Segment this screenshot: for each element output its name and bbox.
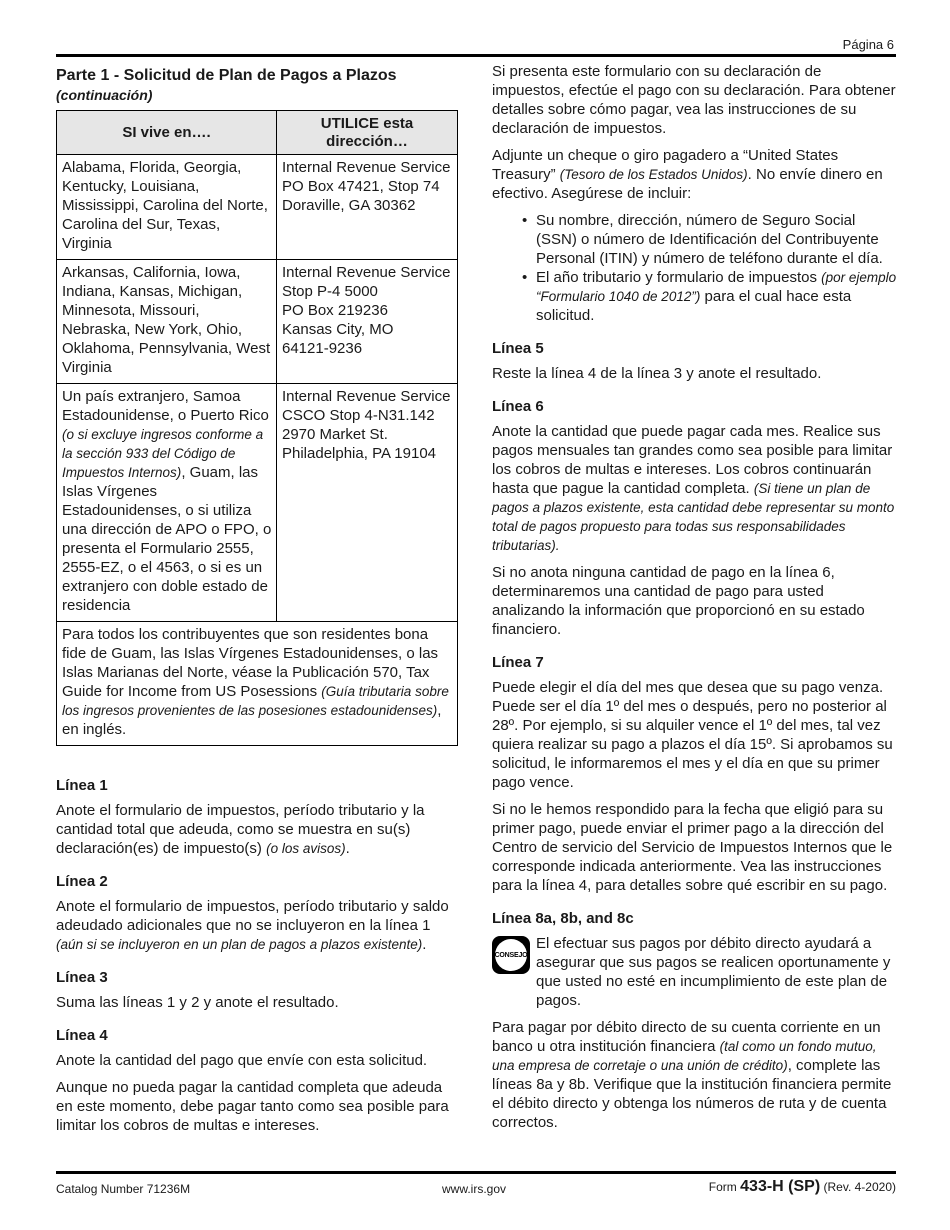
section-heading: Línea 7 (492, 654, 544, 671)
body-text: Anote el formulario de impuestos, período tributario y la cantidad total que adeuda, como se muestra en su(s) declaración(es) de impuesto(s) (56, 802, 425, 857)
section-heading: Línea 8a, 8b, and 8c (492, 910, 634, 927)
address-line: PO Box 47421, Stop 74 (282, 178, 440, 195)
body-text: , complete las líneas 8a y 8b. Verifique que la institución financiera permite el débito directo y obtenga los números de ruta y de cuenta correctos. (492, 1057, 892, 1131)
intro-paragraph (492, 146, 897, 203)
footer (56, 1180, 896, 1196)
section-text: Si no le hemos respondido para la fecha que eligió para su primer pago, puede enviar el primer pago a la dirección del Centro de servicio del Servicio de Impuestos Internos que le corresponde indicada anteriormente. Vea las instrucciones para la línea 4, para detalles sobre qué escribir en su pago. (492, 801, 893, 894)
section-linea-5 (492, 339, 897, 383)
right-column (492, 62, 897, 1146)
table-footnote-row (57, 622, 458, 746)
bottom-rule (56, 1171, 896, 1174)
section-linea-8 (492, 909, 897, 1132)
address-line: PO Box 219236 (282, 302, 388, 319)
body-text: . No envíe dinero en efectivo. Asegúrese de incluir: (492, 166, 883, 202)
states-cell (57, 384, 277, 622)
address-cell (277, 260, 458, 384)
table-header-address: UTILICE esta dirección… (277, 111, 458, 155)
section-linea-1 (56, 776, 458, 858)
catalog-number: Catalog Number 71236M (56, 1182, 191, 1196)
italic-note: (tal como un fondo mutuo, una empresa de corretaje o una unión de crédito) (492, 1039, 877, 1073)
punctuation: . (422, 936, 427, 953)
states-italic: (o si excluye ingresos conforme a la sección 933 del Código de Impuestos Internos) (62, 427, 264, 480)
italic-note: (aún si se incluyeron en un plan de pagos a plazos existente) (56, 937, 423, 952)
italic-note: (Si tiene un plan de pagos a plazos existente, esta cantidad debe representar su monto total de pagos propuesto para todas sus responsabilidades tributarias). (492, 481, 895, 553)
section-linea-3 (56, 968, 458, 1012)
section-text: Reste la línea 4 de la línea 3 y anote el resultado. (492, 365, 822, 382)
address-line: 2970 Market St. (282, 426, 388, 443)
section-linea-6 (492, 397, 897, 639)
body-text: Adjunte un cheque o giro pagadero a “United States Treasury” (492, 147, 839, 183)
section-text: Aunque no pueda pagar la cantidad completa que adeuda en este momento, debe pagar tanto como sea posible para limitar los cobros de multas e intereses. (56, 1079, 449, 1134)
table-header-state: SI vive en…. (57, 111, 277, 155)
part-title: Parte 1 - Solicitud de Plan de Pagos a Plazos (56, 67, 397, 84)
states-text: Un país extranjero, Samoa Estadounidense, o Puerto Rico (62, 388, 269, 424)
section-linea-7 (492, 653, 897, 895)
states-cell: Alabama, Florida, Georgia, Kentucky, Louisiana, Mississippi, Carolina del Norte, Carolina del Sur, Texas, Virginia (57, 155, 277, 260)
section-heading: Línea 5 (492, 340, 544, 357)
address-line: 64121-9236 (282, 340, 363, 357)
address-cell (277, 384, 458, 622)
body-text: para el cual hace esta solicitud. (536, 288, 852, 324)
section-linea-4 (56, 1026, 458, 1135)
intro-paragraph: Si presenta este formulario con su declaración de impuestos, efectúe el pago con su declaración. Para obtener detalles sobre cómo pagar, vea las instrucciones de su declaración de impuestos. (492, 63, 896, 137)
table-row (57, 260, 458, 384)
punctuation: . (345, 840, 350, 857)
table-row (57, 384, 458, 622)
address-line: CSCO Stop 4-N31.142 (282, 407, 435, 424)
list-item (522, 268, 897, 325)
address-line: Stop P-4 5000 (282, 283, 378, 300)
form-id (709, 1177, 896, 1197)
website-link[interactable]: www.irs.gov (442, 1182, 507, 1196)
form-prefix: Form (708, 1180, 737, 1194)
form-number: 433-H (SP) (740, 1178, 821, 1195)
section-text: Suma las líneas 1 y 2 y anote el resultado. (56, 994, 339, 1011)
states-text-cont: , Guam, las Islas Vírgenes Estadounidenses, o si utiliza una dirección de APO o FPO, o presenta el Formulario 2555, 2555-EZ, o el 4563, o si es un extranjero con doble estado de residencia (62, 464, 272, 614)
body-text: Para pagar por débito directo de su cuenta corriente en un banco u otra institución financiera (492, 1019, 881, 1055)
consejo-icon-label: CONSEJO (495, 939, 527, 971)
section-text (492, 422, 897, 555)
part-subtitle: (continuación) (56, 87, 153, 103)
address-line: Internal Revenue Service (282, 264, 451, 281)
states-cell: Arkansas, California, Iowa, Indiana, Kansas, Michigan, Minnesota, Missouri, Nebraska, New York, Ohio, Oklahoma, Pennsylvania, West Virginia (57, 260, 277, 384)
address-cell (277, 155, 458, 260)
consejo-icon (492, 936, 530, 974)
section-linea-2 (56, 872, 458, 954)
footnote-italic: (Guía tributaria sobre los ingresos provenientes de las posesiones estadounidenses) (62, 684, 449, 718)
section-heading: Línea 4 (56, 1027, 108, 1044)
section-text (56, 897, 458, 954)
table-footnote (57, 622, 458, 746)
footnote-text: Para todos los contribuyentes que son residentes bona fide de Guam, las Islas Vírgenes Estadounidenses, o las Islas Marianas del Norte, véase la Publicación 570, Tax Guide for Income from US Posessions (62, 626, 439, 700)
section-text: Si no anota ninguna cantidad de pago en la línea 6, determinaremos una cantidad de pago para usted analizando la información que proporcionó en su estado financiero. (492, 564, 865, 638)
address-table (56, 110, 458, 746)
section-text: Puede elegir el día del mes que desea que su pago venza. Puede ser el día 1º del mes o después, pero no posterior al 28º. Por ejemplo, si su alquiler vence el 1º del mes, tal vez quiera realizar su pago a plazos el día 15º. Si aprobamos su solicitud, le informaremos el mes y el día en que su primer pago vence. (492, 679, 893, 791)
address-line: Doraville, GA 30362 (282, 197, 416, 214)
address-line: Philadelphia, PA 19104 (282, 445, 437, 462)
italic-note: (o los avisos) (266, 841, 346, 856)
table-row (57, 155, 458, 260)
top-rule (56, 54, 896, 57)
body-text: Anote la cantidad que puede pagar cada mes. Realice sus pagos mensuales tan grandes como sea posible para limitar los cobros de multas e intereses. Los cobros continuarán hasta que pague la cantidad completa. (492, 423, 893, 497)
italic-note: (por ejemplo “Formulario 1040 de 2012”) (536, 270, 897, 304)
footnote-end: , en inglés. (62, 702, 442, 738)
section-heading: Línea 1 (56, 777, 108, 794)
address-line: Kansas City, MO (282, 321, 394, 338)
tip-text: El efectuar sus pagos por débito directo ayudará a asegurar que sus pagos se realicen oportunamente y que usted no esté en incumplimiento de este plan de pagos. (536, 935, 891, 1009)
body-text: Anote el formulario de impuestos, período tributario y saldo adeudado adicionales que no se incluyeron en la línea 1 (56, 898, 449, 934)
tip-box (492, 934, 897, 1010)
list-item: • Su nombre, dirección, número de Seguro Social (SSN) o número de Identificación del Contribuyente Personal (ITIN) y número de teléfono durante el día. (522, 211, 897, 268)
section-text (56, 801, 458, 858)
include-list (522, 211, 897, 325)
section-heading: Línea 3 (56, 969, 108, 986)
form-revision: (Rev. 4-2020) (823, 1180, 896, 1194)
section-text: Anote la cantidad del pago que envíe con esta solicitud. (56, 1052, 428, 1069)
section-heading: Línea 6 (492, 398, 544, 415)
section-heading: Línea 2 (56, 873, 108, 890)
section-text (492, 1018, 897, 1132)
page-number: Página 6 (842, 37, 894, 52)
body-text: El año tributario y formulario de impuestos (536, 269, 817, 286)
italic-note: (Tesoro de los Estados Unidos) (559, 167, 748, 182)
address-line: Internal Revenue Service (282, 159, 451, 176)
left-column (56, 66, 458, 1149)
address-line: Internal Revenue Service (282, 388, 451, 405)
